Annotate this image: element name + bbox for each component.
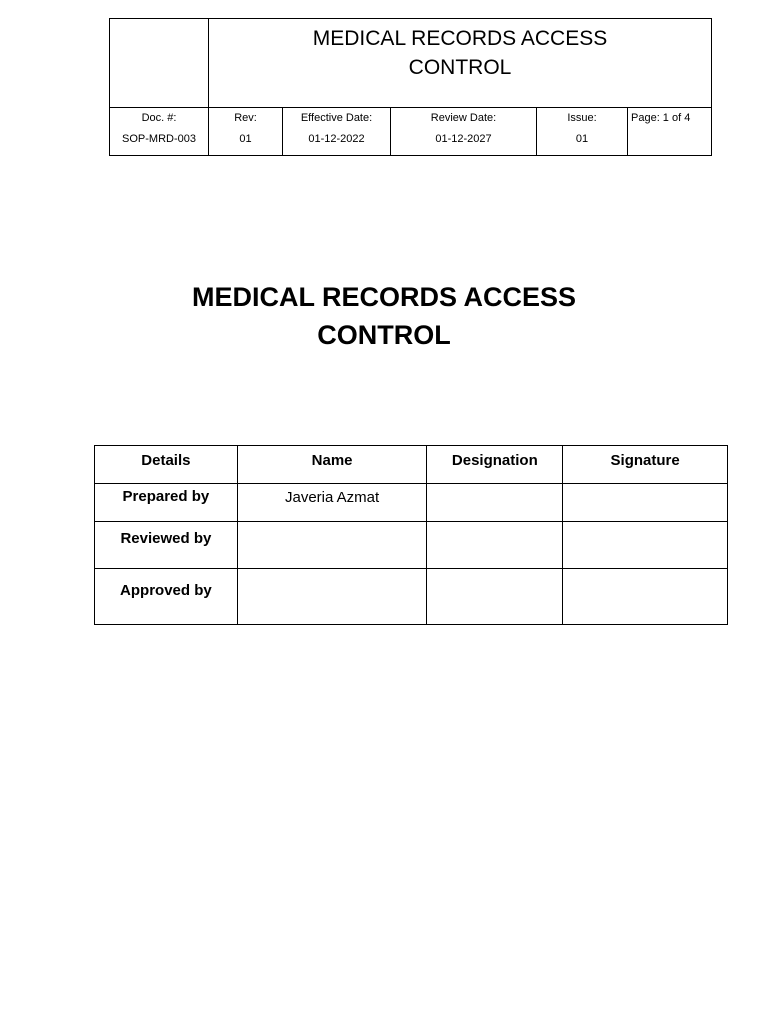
page-title (0, 278, 768, 354)
name-cell (237, 569, 427, 625)
meta-page-number (628, 108, 711, 155)
meta-value: 01-12-2022 (308, 133, 365, 145)
designation-cell (427, 484, 563, 522)
table-row (95, 484, 728, 522)
designation-cell (427, 522, 563, 569)
page-title-line1: MEDICAL RECORDS ACCESS (191, 282, 577, 312)
name-cell: Javeria Azmat (237, 484, 427, 522)
document-header (109, 18, 712, 156)
designation-cell (427, 569, 563, 625)
meta-label: Rev: (234, 112, 257, 124)
name-cell (237, 522, 427, 569)
column-header-designation: Designation (427, 446, 563, 484)
approval-table (94, 445, 728, 625)
meta-label: Review Date: (430, 112, 497, 124)
meta-value: 01 (239, 133, 252, 145)
table-header-row (95, 446, 728, 484)
meta-label: Page: 1 of 4 (631, 112, 691, 124)
row-label-approved: Approved by (95, 569, 238, 625)
table-row (95, 569, 728, 625)
header-title-line2: CONTROL (408, 56, 512, 79)
meta-review-date (391, 108, 537, 155)
table-row (95, 522, 728, 569)
signature-cell (563, 522, 728, 569)
page-title-line2: CONTROL (317, 320, 451, 350)
meta-value: 01-12-2027 (435, 133, 492, 145)
meta-value: SOP-MRD-003 (122, 133, 196, 145)
row-label-prepared: Prepared by (95, 484, 238, 522)
logo-cell (110, 19, 209, 107)
signature-cell (563, 569, 728, 625)
column-header-details: Details (95, 446, 238, 484)
header-meta-row (110, 107, 711, 155)
header-title (209, 19, 711, 107)
meta-effective-date (283, 108, 391, 155)
meta-issue (537, 108, 628, 155)
meta-label: Effective Date: (300, 112, 373, 124)
meta-revision (209, 108, 283, 155)
meta-label: Doc. #: (141, 112, 177, 124)
header-title-line1: MEDICAL RECORDS ACCESS (312, 27, 608, 50)
row-label-reviewed: Reviewed by (95, 522, 238, 569)
column-header-name: Name (237, 446, 427, 484)
meta-value: 01 (575, 133, 589, 145)
meta-doc-number (110, 108, 209, 155)
meta-label: Issue: (567, 112, 597, 124)
column-header-signature: Signature (563, 446, 728, 484)
signature-cell (563, 484, 728, 522)
